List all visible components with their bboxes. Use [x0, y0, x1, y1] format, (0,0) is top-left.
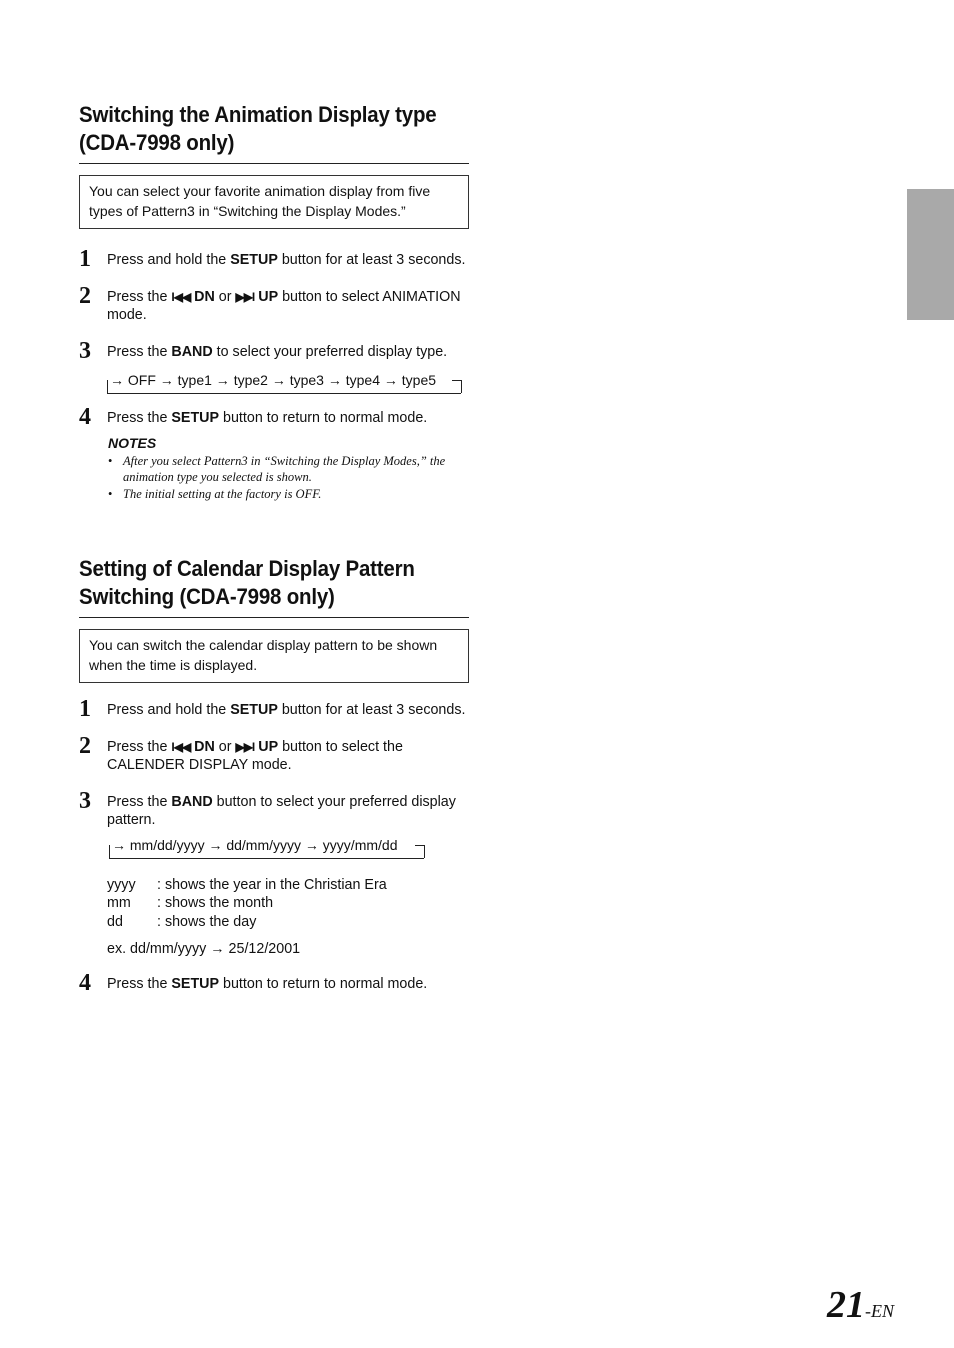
step-text: Press the: [107, 288, 172, 305]
step-text: Press the: [107, 343, 172, 360]
definition-row: [107, 876, 469, 895]
step-1: [79, 696, 469, 722]
title-rule: [79, 617, 469, 618]
flow-line: [109, 845, 110, 858]
step-bold: SETUP: [171, 410, 220, 426]
step-number: 2: [79, 732, 91, 759]
step-4: [79, 404, 469, 430]
step-number: 4: [79, 404, 91, 430]
animation-type-flow: [107, 371, 461, 395]
step-bold: SETUP: [230, 702, 278, 718]
note-item: [79, 486, 469, 503]
next-track-icon: ▶▶I: [235, 289, 255, 304]
definition-key: dd: [107, 913, 123, 930]
side-tab-marker: [907, 189, 954, 320]
intro-box: You can switch the calendar display pattern to be shown when the time is displayed.: [79, 629, 469, 683]
flow-line: [107, 393, 461, 394]
step-text: button to select the CALENDER DISPLAY mode.: [107, 738, 403, 773]
step-bold: BAND: [171, 343, 213, 360]
step-text: button for at least 3 seconds.: [277, 252, 466, 268]
flow-line: [107, 380, 108, 393]
step-bold: DN: [190, 738, 215, 755]
page-number-suffix: -EN: [865, 1301, 894, 1321]
example-line: ex. dd/mm/yyyy → 25/12/2001: [107, 941, 301, 957]
step-text: or: [214, 738, 236, 755]
section-title-line1: Setting of Calendar Display Pattern: [79, 556, 415, 581]
step-number: 4: [79, 969, 91, 996]
step-text: Press the: [107, 738, 172, 755]
step-number: 3: [79, 337, 91, 364]
section-title-line1: Switching the Animation Display type: [79, 102, 437, 127]
flow-line: [461, 380, 462, 393]
definition-value: : shows the year in the Christian Era: [157, 876, 387, 893]
step-text: Press and hold the: [107, 702, 231, 718]
step-bold: SETUP: [171, 975, 220, 992]
flow-line: [424, 845, 425, 858]
step-text: or: [214, 288, 236, 305]
notes-title: NOTES: [108, 434, 157, 451]
note-item: [79, 453, 469, 486]
page-number-main: 21: [827, 1284, 865, 1326]
note-text: The initial setting at the factory is OFF.: [123, 486, 322, 501]
flow-text: → mm/dd/yyyy → dd/mm/yyyy → yyyy/mm/dd: [112, 836, 398, 853]
flow-line: [452, 380, 461, 381]
step-text: button to return to normal mode.: [219, 975, 428, 992]
note-text: After you select Pattern3 in “Switching the Display Modes,” the animation type you selected is shown.: [123, 453, 446, 484]
definition-value: : shows the month: [157, 895, 274, 911]
step-4: [79, 969, 469, 996]
title-rule: [79, 163, 469, 164]
step-text: Press the: [107, 793, 172, 810]
step-number: 2: [79, 282, 91, 309]
definition-value: : shows the day: [157, 913, 257, 930]
section-title-line2: (CDA-7998 only): [79, 130, 235, 155]
intro-box: You can select your favorite animation display from five types of Pattern3 in “Switching the Display Modes.”: [79, 175, 469, 229]
section-calendar-display: [79, 555, 469, 996]
step-text: Press the: [107, 975, 172, 992]
step-text: to select your preferred display type.: [212, 343, 448, 360]
flow-line: [109, 858, 424, 859]
definition-key: mm: [107, 895, 131, 911]
step-text: button for at least 3 seconds.: [277, 702, 466, 718]
step-text: Press the: [107, 410, 172, 426]
step-3: [79, 787, 469, 830]
page-number: [827, 1283, 894, 1327]
step-text: button to return to normal mode.: [219, 410, 428, 426]
step-text: button to select ANIMATION mode.: [107, 288, 461, 323]
next-track-icon: ▶▶I: [235, 739, 255, 754]
step-3: [79, 337, 469, 364]
step-bold: DN: [190, 288, 215, 305]
step-2: [79, 282, 469, 325]
bullet-icon: •: [108, 453, 113, 468]
step-number: 3: [79, 787, 91, 814]
step-text: Press and hold the: [107, 252, 231, 268]
format-definitions: [107, 876, 469, 932]
step-text: button to select your preferred display pattern.: [107, 793, 456, 828]
section-title-line2: Switching (CDA-7998 only): [79, 584, 335, 609]
step-bold: SETUP: [230, 252, 278, 268]
definition-row: [107, 894, 469, 913]
definition-key: yyyy: [107, 876, 136, 893]
calendar-pattern-flow: [109, 836, 424, 860]
definition-row: [107, 913, 469, 932]
step-bold: UP: [254, 288, 279, 305]
flow-line: [415, 845, 424, 846]
step-number: 1: [79, 246, 91, 272]
step-number: 1: [79, 696, 91, 722]
bullet-icon: •: [108, 486, 113, 501]
step-bold: UP: [254, 738, 279, 755]
step-1: [79, 246, 469, 272]
step-2: [79, 732, 469, 775]
section-animation-display: [79, 101, 469, 502]
step-bold: BAND: [171, 793, 213, 810]
previous-track-icon: I◀◀: [171, 289, 191, 304]
previous-track-icon: I◀◀: [171, 739, 191, 754]
flow-text: → OFF → type1 → type2 → type3 → type4 → type5: [110, 372, 437, 388]
